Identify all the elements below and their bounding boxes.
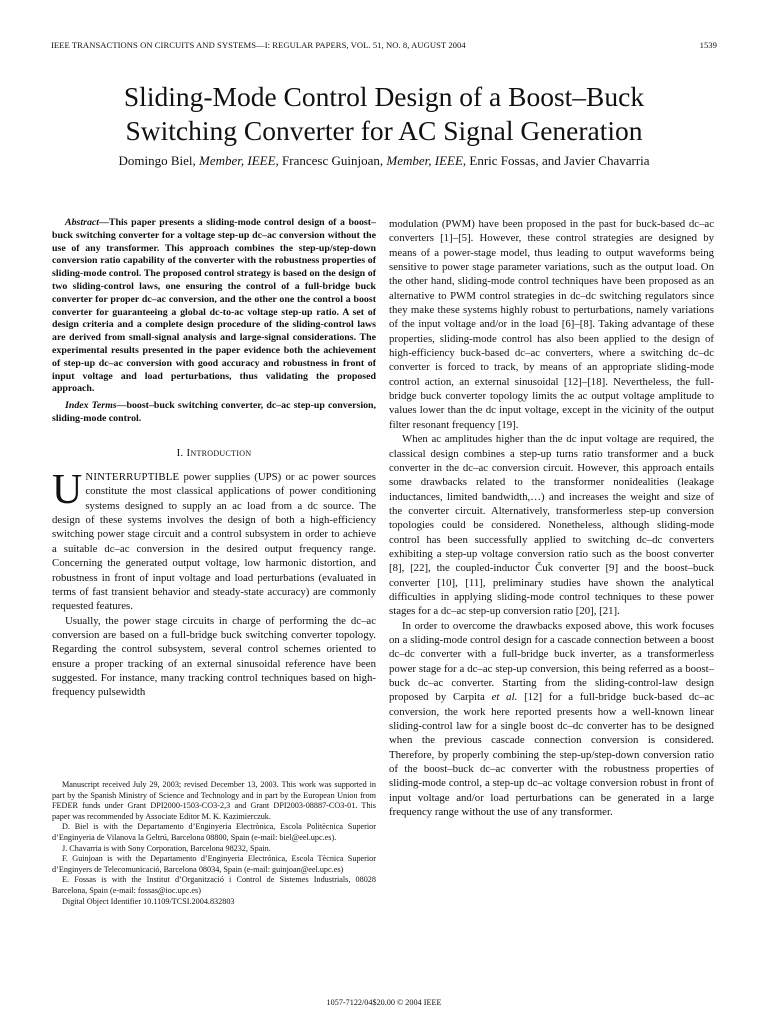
intro-paragraph-2: Usually, the power stage circuits in charge of performing the dc–ac conversion are based on a full-bridge buck switching converter topology. Regarding the control subsystem, several control schemes oriented to ensure a proper tracking of an external sinusoidal reference have been suggested. For instance, many tracking control techniques based on high-frequency pulsewidth — [52, 614, 376, 699]
copyright-footer: 1057-7122/04$20.00 © 2004 IEEE — [326, 998, 442, 1007]
abstract — [52, 217, 376, 396]
author-2: , Francesc Guinjoan, — [275, 153, 387, 168]
section-title: Introduction — [186, 446, 252, 459]
right-paragraph-3-b: [12] for a full-bridge buck-based dc–ac conversion, the work here reported presents how a well-known linear sliding-control law for a single boost dc–dc converter has to be designed when the previous cascade connection conversion is considered. Therefore, by properly combining the step-up/step-down conversion ratio of the boost–buck dc–ac converter with the robustness properties of sliding-mode control, a step-up dc–ac voltage conversion robust in front of input voltage and/or load perturbations can be generated in a large frequency range without the use of any transformer. — [389, 691, 714, 819]
right-paragraph-1: modulation (PWM) have been proposed in the past for buck-based dc–ac converters [1]–[5]. However, these control strategies are designed by means of a power-stage model, thus leading to output waveforms being sensitive to power stage parameter variations, such as the output load. On the other hand, sliding-mode control techniques have been proposed as an alternative to PWM control strategies in dc–dc switching regulators since they make these systems highly robust to perturbations, namely variations of the input voltage and/or in the load [6]–[8]. Taking advantage of these properties, sliding-mode control has also been applied to the design of high-efficiency buck-based dc–ac converters, where a switching dc–dc converter is forced to track, by means of an appropriate sliding-mode control action, an external sinusoidal [12]–[18]. Nevertheless, the full-bridge buck converter topology limits the ac output voltage amplitude to values lower than the dc input voltage, except in the vicinity of the output filter resonant frequency [19]. — [389, 218, 714, 431]
footnote-biel: D. Biel is with the Departamento d’Enginyeria Electrònica, Escola Politècnica Superior d’Enginyeria de Vilanova la Geltrú, Barcelona 08800, Spain (e-mail: biel@eel.upc.es). — [52, 822, 376, 842]
author-1: Domingo Biel, — [118, 153, 199, 168]
author-1-membership: Member, IEEE — [198, 153, 276, 168]
footnote-chavarria: J. Chavarria is with Sony Corporation, Barcelona 98232, Spain. — [62, 843, 271, 853]
intro-smallcaps-word: NINTERRUPTIBLE — [85, 471, 180, 484]
drop-cap: U — [52, 467, 83, 514]
journal-name: IEEE TRANSACTIONS ON CIRCUITS AND SYSTEMS—I: REGULAR PAPERS, VOL. 51, NO. 8, AUGUST 2004 — [51, 40, 466, 50]
footnotes — [52, 780, 376, 907]
abstract-text: This paper presents a sliding-mode control design of a boost–buck switching converter for a voltage step-up dc–ac conversion without the use of any transformer. This approach combines the step-up/step-down conversion ratio capability of the converter with the robustness properties of sliding-mode control. The proposed control strategy is based on the design of two sliding-control laws, one ensuring the control of a full-bridge buck converter for proper dc–ac conversion, and the other one the control a boost converter for guaranteeing a global dc-to-ac voltage step-up ratio. A set of design criteria and a complete design procedure of the sliding-control laws are derived from small-signal analysis and large-signal considerations. The experimental results presented in the paper evidence both the achievement of step-up dc–ac conversion with good accuracy and robustness in front of input voltage and load perturbations, thus validating the proposed approach. — [52, 217, 376, 395]
author-list — [40, 153, 728, 169]
author-3-4: , Enric Fossas, and Javier Chavarria — [462, 153, 650, 168]
abstract-label: Abstract— — [65, 217, 109, 228]
intro-paragraph-1 — [52, 467, 376, 613]
index-terms-label: Index Terms— — [65, 400, 127, 412]
right-paragraph-3 — [389, 619, 714, 820]
right-paragraph-3-a: In order to overcome the drawbacks exposed above, this work focuses on a sliding-mode control design for a cascade connection between a boost dc–dc converter with a full-bridge buck inverter, as a transformerless power stage for a dc–ac step-up conversion, this being referred as a boost–buck dc–ac converter. Starting from the sliding-control-law design proposed by Carpita — [389, 619, 714, 704]
et-al: et al. — [491, 691, 518, 704]
paper-title — [40, 80, 728, 148]
footnote-fossas: E. Fossas is with the Institut d’Organització i Control de Sistemes Industrials, 08028 Barcelona, Spain (e-mail: fossas@ioc.upc.es) — [52, 875, 376, 895]
left-column — [52, 217, 376, 700]
right-column — [389, 217, 714, 819]
footnote-manuscript: Manuscript received July 29, 2003; revised December 13, 2003. This work was supported in part by the Spanish Ministry of Science and Technology and in part by the European Union from FEDER funds under Grant DPI2000-1503-CO3-2,3 and Grant DPI2003-08887-CO3-01. This paper was recommended by Associate Editor M. K. Kazimierczuk. — [52, 780, 376, 821]
right-paragraph-2: When ac amplitudes higher than the dc input voltage are required, the classical design combines a step-up turns ratio transformer and a buck converter in the dc–ac conversion circuit. However, this approach entails some drawbacks related to the transformer nonidealities (leakage inductances, limited bandwidth,…) and increases the weight and size of the converter circuit. Alternatively, transformerless step-up conversion topologies could be considered. Nonetheless, although sliding-mode control has been successfully applied to switching dc–dc converters exhibiting a step-up voltage conversion ratio such as the boost converter [8], [22], the coupled-inductor Čuk converter [9] and the boost–buck converter [10], [11], preliminary studies have shown the analytical difficulties in applying sliding-mode control techniques to these power stages for a dc–ac step-up conversion ratio [20], [21]. — [389, 433, 714, 618]
section-number: I. — [176, 446, 187, 459]
page-number: 1539 — [699, 40, 717, 50]
footnote-guinjoan: F. Guinjoan is with the Departamento d’Enginyeria Electrónica, Escola Tècnica Superior d’Enginyers de Telecomunicació, Barcelona 08034, Spain (e-mail: guinjoan@eel.upc.es) — [52, 854, 376, 874]
index-terms-text: boost–buck switching converter, dc–ac step-up conversion, sliding-mode control. — [52, 400, 376, 424]
author-2-membership: Member, IEEE — [386, 153, 463, 168]
intro-paragraph-1-text: power supplies (UPS) or ac power sources constitute the most classical applications of power conditioning systems designed to supply an ac load from a dc source. The design of these systems involves the design of both a high-efficiency switching power stage circuit and a control subsystem in order to achieve a suitable dc–ac conversion in the desired output frequency range. Concerning the generated output voltage, low harmonic distortion, and robustness in front of input voltage and load perturbations (evaluated in terms of fast transient behavior and steady-state accuracy) are commonly requested features. — [52, 471, 376, 613]
title-line-2: Switching Converter for AC Signal Generation — [125, 115, 643, 146]
footnote-doi: Digital Object Identifier 10.1109/TCSI.2004.832803 — [62, 896, 235, 906]
section-heading — [52, 446, 376, 460]
index-terms — [52, 400, 376, 426]
title-line-1: Sliding-Mode Control Design of a Boost–Buck — [123, 81, 645, 112]
running-header — [51, 40, 717, 50]
